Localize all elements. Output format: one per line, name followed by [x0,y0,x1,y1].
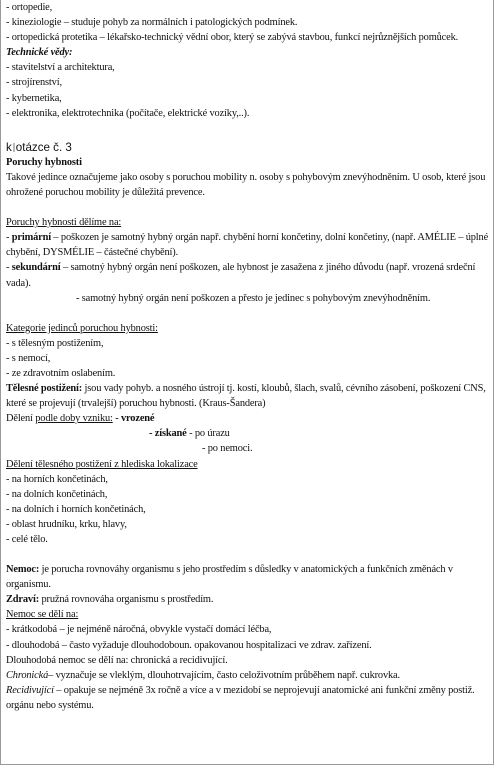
list-item: - oblast hrudníku, krku, hlavy, [6,518,127,530]
onset-congenital: - vrozené [115,413,155,425]
chronic-label: Chronická [6,669,49,681]
physical-text: jsou vady pohyb. a nosného ústrojí tj. kostí, kloubů, šlach, svalů, cévního zásobení, poškození CNS, které se projevují (trvalejší) poruchou hybnosti. (Kraus-Šandera) [6,383,486,410]
onset-acquired [6,426,491,441]
list-item: - s tělesným postižením, [6,337,104,349]
primary-text: – poškozen je samotný hybný orgán např. chybění horní končetiny, dolní končetiny, (např. AMÉLIE – úplné chybění, DYSMÉLIE – částečné chybění). [6,232,489,259]
question-heading [6,140,491,155]
secondary-text: – samotný hybný orgán není poškozen, ale hybnost je zasažena z jiného důvodu (např. vrozená srdeční vada). [6,262,476,289]
chronic-paragraph [6,668,491,683]
list-item: - na dolních končetinách, [6,488,108,500]
recurrent-paragraph [6,683,491,713]
list-item: - ortopedická protetika – lékařsko-technický vědní obor, který se zabývá stavbou, funkcí nejrůznějších pomůcek. [6,32,459,44]
disease-division-title: Nemoc se dělí na: [6,609,79,621]
localization-title: Dělení tělesného postižení z hlediska lokalizace [6,458,198,470]
disease-label: Nemoc: [6,564,40,576]
question-heading-prefix: k [6,140,12,154]
list-item: - ortopedie, [6,2,53,13]
revision-marker [13,143,15,152]
list-item: - krátkodobá – je nejméně náročná, obvykle vystačí domácí léčba, [6,624,272,636]
list-item: - kybernetika, [6,92,62,104]
secondary-note: - samotný hybný orgán není poškozen a přesto je jedinec s pohybovým znevýhodněním. [76,292,431,304]
list-item: - ze zdravotním oslabením. [6,367,116,379]
secondary-item: - sekundární – samotný hybný orgán není poškozen, ale hybnost je zasažena z jiného důvodu (např. vrozená srdeční vada). [6,262,476,289]
disease-text: je porucha rovnováhy organismu s jeho prostředím s důsledky v anatomických a funkčních změnách v organismu. [6,564,453,591]
list-item: - kineziologie – studuje pohyb za normálních i patologických podmínek. [6,17,298,29]
list-item: - strojírenství, [6,77,62,89]
section-title: Poruchy hybnosti [6,156,82,168]
division-title: Poruchy hybnosti dělíme na: [6,217,122,229]
recurrent-label: Recidivující [6,684,54,696]
list-item: - na dolních i horních končetinách, [6,503,146,515]
health-label: Zdraví: [6,594,40,606]
onset-line [6,411,491,426]
onset-acquired-label: - získané [149,428,187,440]
physical-paragraph [6,381,491,411]
list-item: - stavitelství a architektura, [6,62,115,74]
list-item: - na horních končetinách, [6,473,108,485]
categories-title: Kategorie jedinců poruchou hybnosti: [6,322,158,334]
intro-paragraph: Takové jedince označujeme jako osoby s poruchou mobility n. osoby s pohybovým znevýhodněním. U osob, které jsou ohrožené poruchou mobility je důležitá prevence. [6,171,486,199]
list-item: - s nemocí, [6,352,51,364]
health-line [6,592,491,607]
physical-label: Tělesné postižení: [6,383,83,395]
long-term-line: Dlouhodobá nemoc se dělí na: chronická a recidivující. [6,654,228,666]
onset-prefix: Dělení [6,413,36,425]
primary-label: primární [11,232,51,244]
question-heading-text: otázce č. 3 [15,140,72,154]
list-item: - dlouhodobá – často vyžaduje dlouhodoboun. opakovanou hospitalizaci ve zdrav. zařízení. [6,639,372,651]
onset-title: podle doby vzniku: [35,413,113,425]
list-item: - celé tělo. [6,534,48,545]
health-text: pružná rovnováha organismu s prostředím. [39,594,214,606]
recurrent-text: – opakuje se nejméně 3x ročně a více a v mezidobí se neprojevují anatomické ani funkční změny postiž. orgánu nebo systému. [6,684,475,711]
disease-paragraph [6,562,491,592]
primary-item: - primární – poškozen je samotný hybný orgán např. chybění horní končetiny, dolní končetiny, (např. AMÉLIE – úplné chybění, DYSMÉLIE – částečné chybění). [6,232,489,259]
section-subtitle: Technické vědy: [6,47,73,59]
list-item: - elektronika, elektrotechnika (počítače, elektrické vozíky,..). [6,107,250,119]
onset-acquired-item: - po nemoci. [202,443,253,455]
onset-acquired-item: - po úrazu [189,428,230,440]
chronic-text: – vyznačuje se vleklým, dlouhotrvajícím, často celoživotním průběhem např. cukrovka. [48,669,400,681]
secondary-label: sekundární [11,262,61,274]
